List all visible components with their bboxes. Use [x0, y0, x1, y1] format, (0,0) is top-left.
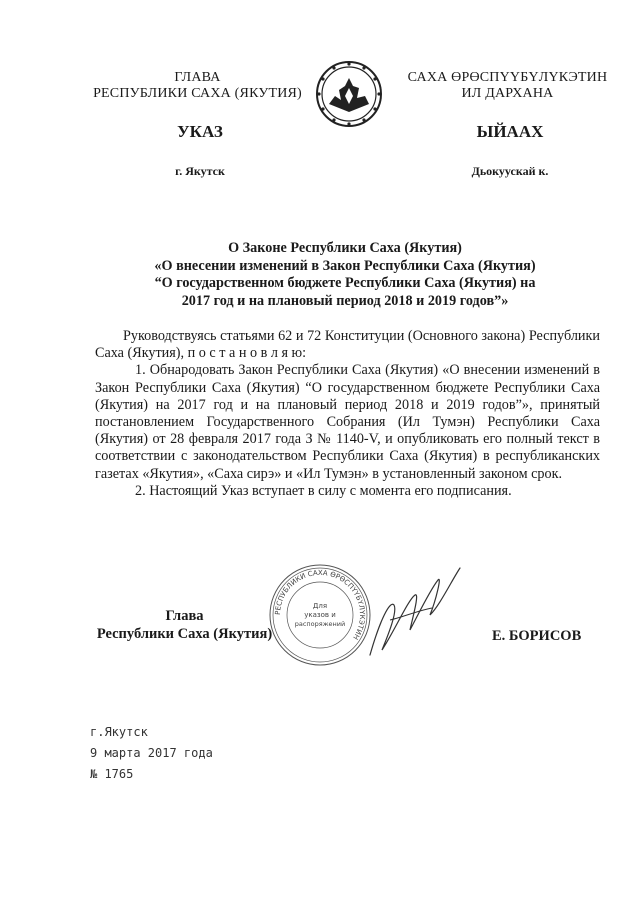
header-left — [85, 70, 310, 102]
registration-block — [90, 722, 213, 785]
doc-type-ru: УКАЗ — [177, 122, 223, 141]
coat-of-arms-emblem — [315, 60, 383, 128]
title-line: «О внесении изменений в Закон Республики Саха (Якутия) — [154, 257, 536, 274]
official-stamp — [265, 560, 375, 670]
footer-date: 9 марта 2017 года — [90, 746, 213, 760]
header-left-line1: ГЛАВА — [174, 70, 221, 85]
signatory-title-line2: Республики Саха (Якутия) — [96, 626, 273, 642]
title-line: “О государственном бюджете Республики Саха (Якутия) на — [154, 275, 536, 291]
stamp-center-line2: указов и — [304, 611, 336, 619]
decree-body — [95, 328, 600, 500]
header-right-line1: САХА ӨРӨСПҮҮБҮЛҮКЭТИН — [407, 70, 608, 85]
title-line: 2017 год и на плановый период 2018 и 2019 годов”» — [181, 292, 509, 309]
stamp-center-line1: Для — [312, 602, 328, 610]
title-line: О Законе Республики Саха (Якутия) — [228, 240, 462, 256]
item-2: 2. Настоящий Указ вступает в силу с момента его подписания. — [135, 482, 512, 499]
item-1: 1. Обнародовать Закон Республики Саха (Якутия) «О внесении изменений в Закон Республики Саха (Якутия) “О государственном бюджете Республики Саха (Якутия) на 2017 год и на плановый период 2018 и 2019 годов”», принятый постановлением Государственного Собрания (Ил Тумэн) Республики Саха (Якутия) от 28 февраля 2017 года З № 1140-V, и опубликовать его полный текст в соответствии с законодательством Республики Саха (Якутия) в республиканских газетах «Якутия», «Саха сирэ» и «Ил Тумэн» в установленный законом срок. — [95, 362, 600, 482]
decree-title — [95, 240, 595, 310]
signatory-title — [92, 607, 277, 643]
footer-number: № 1765 — [90, 767, 134, 781]
signatory-name: Е. БОРИСОВ — [492, 628, 582, 644]
city-sah: Дьокуускай к. — [471, 164, 549, 178]
city-ru: г. Якутск — [175, 164, 225, 178]
doc-type-sah: ЫЙААХ — [476, 122, 544, 141]
header-left-line2: РЕСПУБЛИКИ САХА (ЯКУТИЯ) — [93, 86, 302, 101]
header-right — [395, 70, 620, 102]
preamble: Руководствуясь статьями 62 и 72 Конституции (Основного закона) Республики Саха (Якутия), п о с т а н о в л я ю: — [95, 328, 600, 362]
signatory-title-line1: Глава — [165, 608, 204, 624]
stamp-center-line3: распоряжений — [294, 620, 346, 628]
stamp-ring-text: РЕСПУБЛИКИ САХА ӨРӨСПҮҮБҮЛҮКЭТИН — [273, 568, 367, 641]
footer-city: г.Якутск — [90, 725, 148, 739]
header-right-line2: ИЛ ДАРХАНА — [461, 86, 554, 101]
handwritten-signature — [360, 560, 470, 670]
